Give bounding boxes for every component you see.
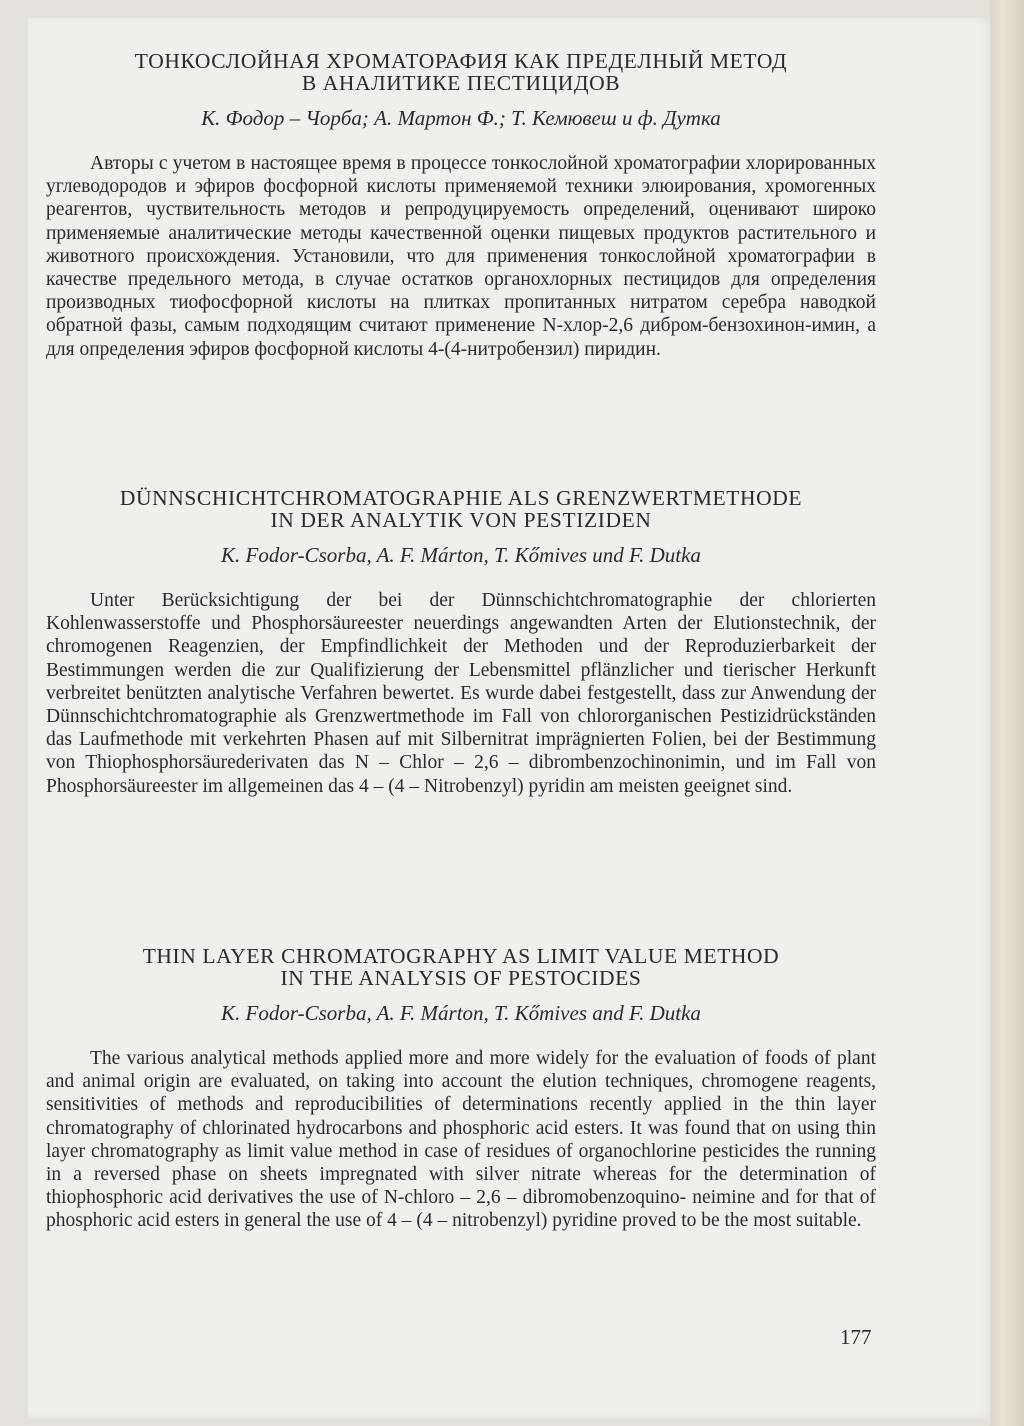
- title-line-2: В АНАЛИТИКЕ ПЕСТИЦИДОВ: [301, 71, 621, 95]
- authors-english: K. Fodor-Csorba, A. F. Márton, T. Kőmives and F. Dutka: [221, 1001, 701, 1025]
- abstract-german: [46, 487, 876, 798]
- abstract-russian: [46, 50, 876, 361]
- page-edge: [990, 0, 1024, 1426]
- title-line-1: ТОНКОСЛОЙНАЯ ХРОМАТОРАФИЯ КАК ПРЕДЕЛНЫЙ МЕТОД: [134, 49, 788, 73]
- title-line-2: IN DER ANALYTIK VON PESTIZIDEN: [270, 508, 652, 532]
- abstract-text-russian: Авторы с учетом в настоящее время в процессе тонкослойной хроматографии хлорированных углеводородов и эфиров фосфорной кислоты применяемой техники элюирования, хромогенных реагентов, чуствительность методов и репродуцируемость определений, оценивают широко применяемые аналитические методы качественной оценки пищевых продуктов растительного и животного происхождения. Установили, что для применения тонкослойной хроматографии в качестве предельного метода, в случае остатков органохлорных пестицидов для определения производных тиофосфорной кислоты на плитках пропитанных нитратом серебра наводкой обратной фазы, самым подходящим считают применение N-хлор-2,6 дибром-бензохинон-имин, а для определения эфиров фосфорной кислоты 4-(4-нитробензил) пиридин.: [46, 153, 876, 360]
- abstract-english: [46, 945, 876, 1233]
- title-line-1: THIN LAYER CHROMATOGRAPHY AS LIMIT VALUE METHOD: [142, 944, 780, 968]
- authors-german: K. Fodor-Csorba, A. F. Márton, T. Kőmives und F. Dutka: [221, 543, 701, 567]
- abstract-text-english: The various analytical methods applied more and more widely for the evaluation of foods of plant and animal origin are evaluated, on taking into account the elution techniques, chromogene reagents, sensitivities of methods and reproducibilities of determinations recently applied in the thin layer chromatography of chlorinated hydrocarbons and phosphoric acid esters. It was found that on using thin layer chromatography as limit value method in case of residues of organochlorine pesticides the running in a reversed phase on sheets impregnated with silver nitrate whereas for the determination of thiophosphoric acid derivatives the use of N-chloro – 2,6 – dibromobenzoquino- neimine and for that of phosphoric acid esters in general the use of 4 – (4 – nitrobenzyl) pyridine proved to be the most suitable.: [46, 1048, 876, 1232]
- abstract-text-german: Unter Berücksichtigung der bei der Dünnschichtchromatographie der chlorierten Kohlenwasserstoffe und Phosphorsäureester neuerdings angewandten Arten der Elutionstechnik, der chromogenen Reagenzien, der Empfindlichkeit der Methoden und der Reproduzierbarkeit der Bestimmungen werden die zur Qualifizierung der Lebensmittel pflänzlicher und tierischer Herkunft verbreitet benützten analytische Verfahren bewertet. Es wurde dabei festgestellt, dass zur Anwendung der Dünnschichtchromatographie als Grenzwertmethode im Fall von chlororganischen Pestizidrückständen das Laufmethode mit verkehrten Phasen auf mit Silbernitrat imprägnierten Folien, bei der Bestimmung von Thiophosphorsäurederivaten das N – Chlor – 2,6 – dibrombenzochinonimin, und im Fall von Phosphorsäureester im allgemeinen das 4 – (4 – Nitrobenzyl) pyridin am meisten geeignet sind.: [46, 590, 876, 797]
- authors-russian: К. Фодор – Чорба; А. Мартон Ф.; Т. Кемювеш и ф. Дутка: [201, 106, 721, 130]
- title-line-1: DÜNNSCHICHTCHROMATOGRAPHIE ALS GRENZWERTMETHODE: [119, 486, 803, 510]
- title-line-2: IN THE ANALYSIS OF PESTOCIDES: [280, 966, 642, 990]
- title-english: [46, 945, 876, 989]
- title-german: [46, 487, 876, 531]
- title-russian: [46, 50, 876, 94]
- page-number: 177: [840, 1325, 872, 1349]
